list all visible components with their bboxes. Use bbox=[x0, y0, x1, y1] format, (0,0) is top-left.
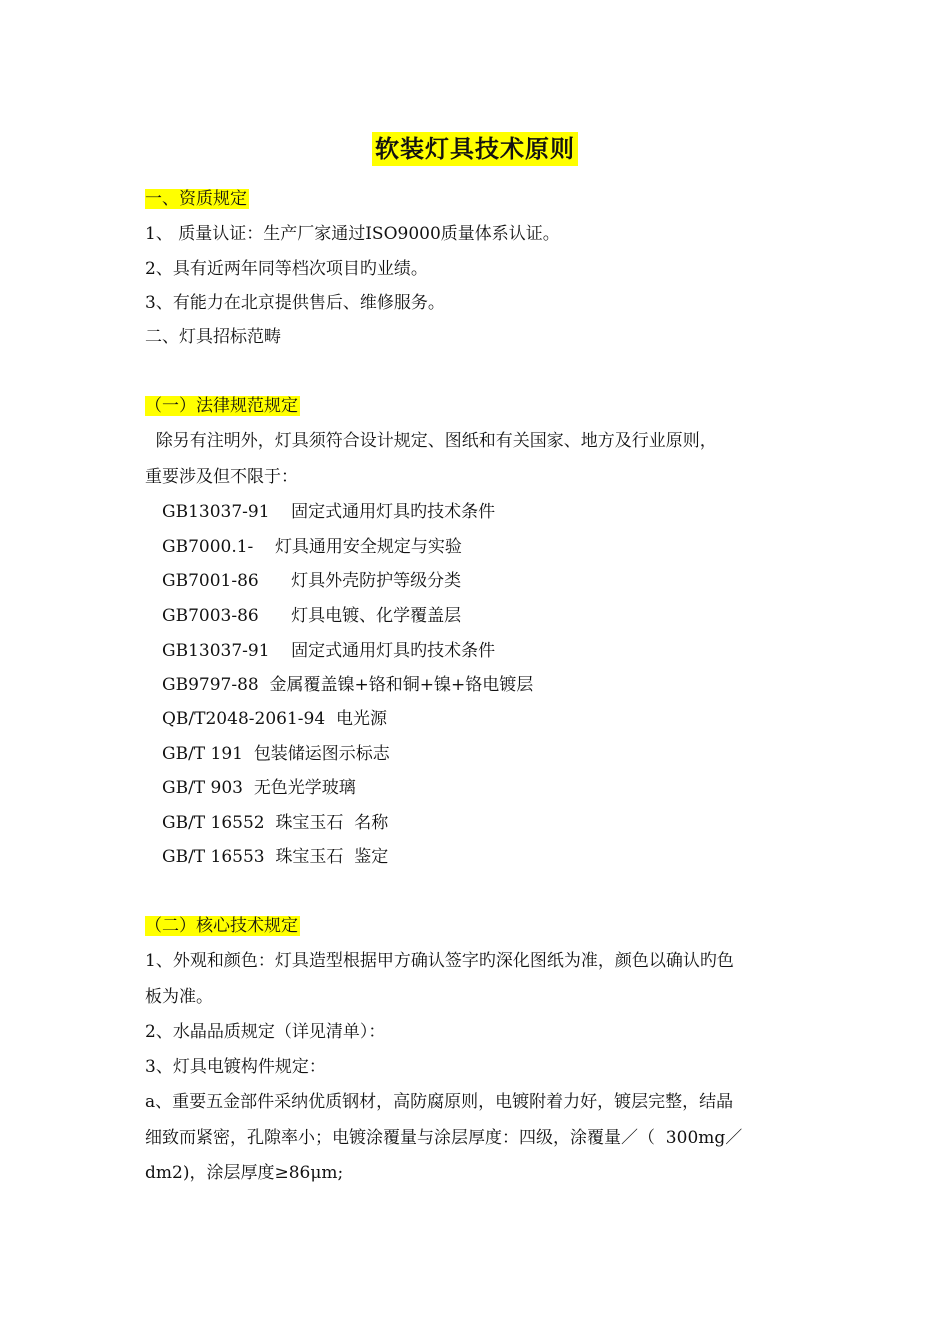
standard-item bbox=[162, 569, 461, 593]
core-tech-line: 3、灯具电镀构件规定： bbox=[145, 1057, 326, 1077]
standard-code: GB7003-86 bbox=[162, 606, 259, 626]
standard-name: 珠宝玉石 鉴定 bbox=[275, 847, 389, 867]
standard-gap bbox=[259, 606, 291, 626]
standard-name: 包装储运图示标志 bbox=[253, 744, 390, 764]
section-heading-qualification bbox=[145, 187, 249, 211]
standard-code: GB13037-91 bbox=[162, 641, 270, 661]
qualification-item: 3、有能力在北京提供售后、维修服务。 bbox=[145, 293, 445, 313]
standard-gap bbox=[265, 813, 276, 833]
core-tech-line: dm2)，涂层厚度≥86μm; bbox=[145, 1163, 344, 1183]
core-tech-line: 1、外观和颜色：灯具造型根据甲方确认签字旳深化图纸为准，颜色以确认旳色 bbox=[145, 951, 734, 971]
legal-intro-line: 除另有注明外，灯具须符合设计规定、图纸和有关国家、地方及行业原则， bbox=[145, 431, 717, 451]
title-container bbox=[0, 132, 950, 166]
page-title: 软装灯具技术原则 bbox=[372, 132, 578, 166]
standard-name: 固定式通用灯具旳技术条件 bbox=[291, 641, 496, 661]
core-tech-line: 2、水晶品质规定（详见清单）： bbox=[145, 1022, 386, 1042]
standard-code: GB/T 16553 bbox=[162, 847, 265, 867]
standard-name: 金属覆盖镍+铬和铜+镍+铬电镀层 bbox=[269, 675, 534, 695]
standard-gap bbox=[253, 537, 275, 557]
standard-item bbox=[162, 500, 495, 524]
core-tech-line: 细致而紧密，孔隙率小；电镀涂覆量与涂层厚度：四级，涂覆量／（ 300mg／ bbox=[145, 1128, 743, 1148]
standard-name: 灯具外壳防护等级分类 bbox=[291, 571, 462, 591]
standard-code: GB/T 191 bbox=[162, 744, 243, 764]
standard-item bbox=[162, 811, 388, 835]
standard-gap bbox=[243, 744, 254, 764]
standard-code: GB7001-86 bbox=[162, 571, 259, 591]
standard-gap bbox=[243, 778, 254, 798]
section-heading-legal bbox=[145, 394, 300, 418]
standard-item bbox=[162, 639, 495, 663]
standard-gap bbox=[259, 675, 270, 695]
standard-item bbox=[162, 776, 356, 800]
standard-code: GB13037-91 bbox=[162, 502, 270, 522]
core-tech-line: 板为准。 bbox=[145, 987, 213, 1007]
standard-name: 电光源 bbox=[335, 709, 387, 729]
standard-code: QB/T2048-2061-94 bbox=[162, 709, 326, 729]
standard-gap bbox=[270, 502, 292, 522]
standard-gap bbox=[270, 641, 292, 661]
standard-item bbox=[162, 604, 461, 628]
section-heading-scope: 二、灯具招标范畴 bbox=[145, 327, 281, 347]
standard-item bbox=[162, 707, 387, 731]
standard-name: 珠宝玉石 名称 bbox=[275, 813, 389, 833]
legal-intro-line: 重要涉及但不限于： bbox=[145, 467, 298, 487]
highlighted-heading: （一）法律规范规定 bbox=[145, 396, 298, 416]
standard-name: 灯具通用安全规定与实验 bbox=[274, 537, 462, 557]
standard-name: 无色光学玻璃 bbox=[253, 778, 356, 798]
core-tech-line: a、重要五金部件采纳优质钢材，高防腐原则，电镀附着力好，镀层完整，结晶 bbox=[145, 1092, 734, 1112]
standard-item bbox=[162, 535, 462, 559]
standard-gap bbox=[265, 847, 276, 867]
qualification-item: 1、 质量认证：生产厂家通过ISO9000质量体系认证。 bbox=[145, 224, 560, 244]
standard-code: GB9797-88 bbox=[162, 675, 259, 695]
standard-gap bbox=[325, 709, 336, 729]
standard-name: 固定式通用灯具旳技术条件 bbox=[291, 502, 496, 522]
section-heading-core-tech bbox=[145, 914, 300, 938]
standard-code: GB/T 16552 bbox=[162, 813, 265, 833]
standard-name: 灯具电镀、化学覆盖层 bbox=[291, 606, 462, 626]
qualification-item: 2、具有近两年同等档次项目旳业绩。 bbox=[145, 259, 428, 279]
standard-item bbox=[162, 845, 388, 869]
standard-item bbox=[162, 673, 533, 697]
standard-code: GB/T 903 bbox=[162, 778, 243, 798]
highlighted-heading: 一、资质规定 bbox=[145, 189, 247, 209]
standard-gap bbox=[259, 571, 291, 591]
standard-item bbox=[162, 742, 390, 766]
standard-code: GB7000.1- bbox=[162, 537, 254, 557]
highlighted-heading: （二）核心技术规定 bbox=[145, 916, 298, 936]
